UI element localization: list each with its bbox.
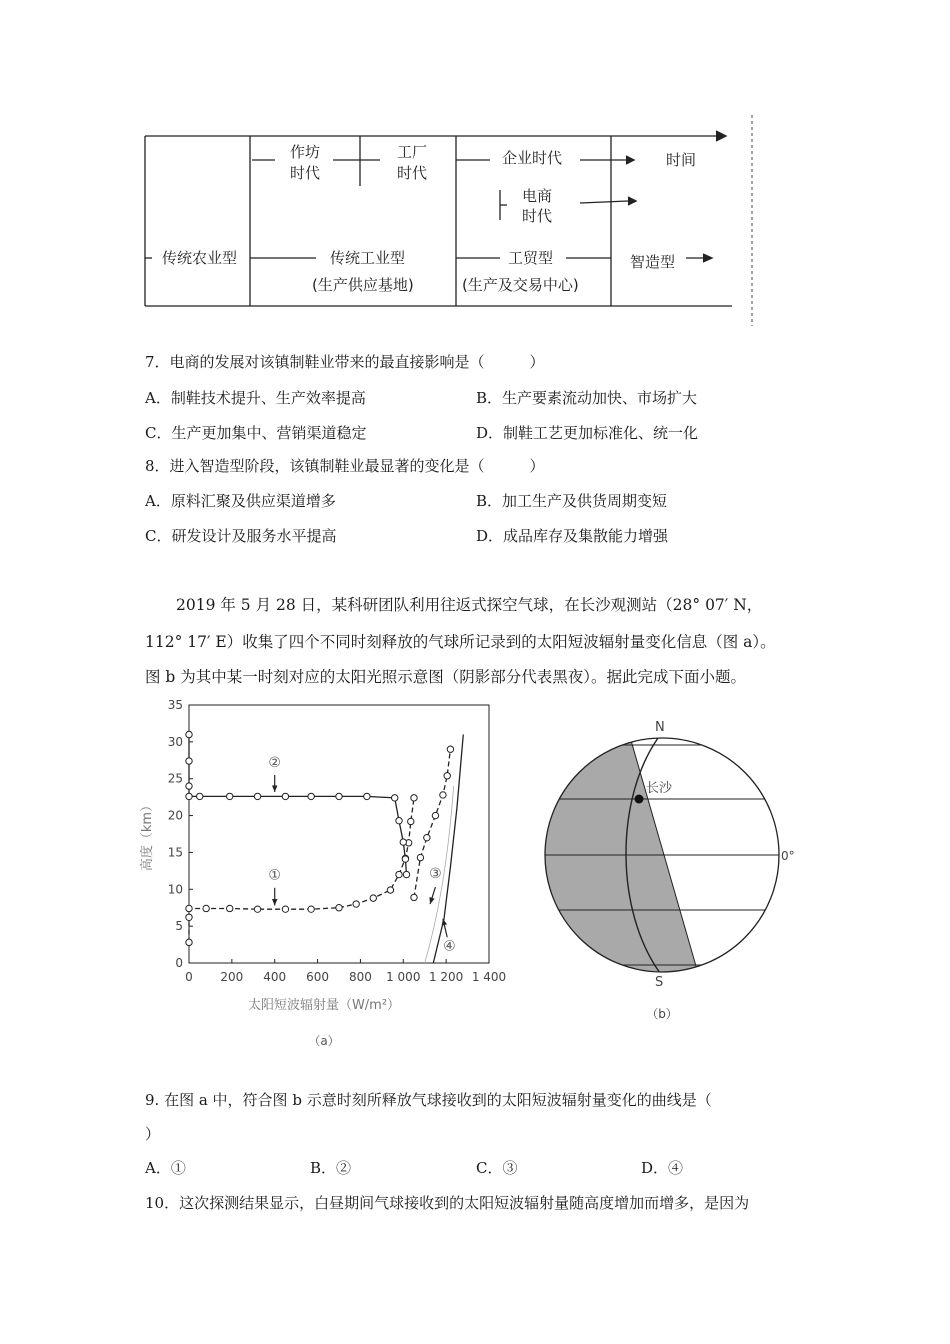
series-label: ① [268,867,281,884]
data-point [432,812,438,818]
data-point [444,773,450,779]
type-traditional-ind: 传统工业型 [330,249,406,267]
y-tick-label: 0 [175,956,183,970]
type-traditional-agri: 传统农业型 [162,249,238,267]
data-point [408,818,414,824]
chart-caption: （a） [308,1034,340,1048]
q9-option-c[interactable]: C．③ [476,1159,518,1177]
north-label: N [655,720,665,735]
era-label-factory-2: 时代 [397,164,428,182]
q8-option-d[interactable]: D．成品库存及集散能力增强 [476,527,669,545]
time-axis-label: 时间 [666,151,697,169]
era-label-ecommerce-2: 时代 [522,207,553,225]
y-tick-label: 20 [167,808,183,823]
series-line [433,735,463,964]
type-industry-trade: 工贸型 [508,249,554,267]
series-label: ③ [429,866,442,883]
q9-option-b[interactable]: B．② [310,1159,352,1177]
q8-option-b[interactable]: B．加工生产及供货周期变短 [476,492,668,510]
era-label-enterprise: 企业时代 [502,149,563,167]
chart-y-axis-label: 高度（km） [140,798,155,872]
q7-stem: 7．电商的发展对该镇制鞋业带来的最直接影响是（ ） [145,353,545,371]
series-arrowhead [429,897,434,904]
data-point [424,834,430,840]
data-point [282,906,288,912]
data-point [186,905,192,911]
data-point [400,839,406,845]
series-arrowhead [272,899,277,905]
data-point [396,818,402,824]
x-tick-label: 200 [220,970,244,984]
q7-option-b[interactable]: B．生产要素流动加快、市场扩大 [476,389,698,407]
q7-option-a[interactable]: A．制鞋技术提升、生产效率提高 [145,389,366,407]
data-point [186,793,192,799]
series-4 [433,735,463,964]
y-tick-label: 10 [167,882,183,897]
x-tick-label: 0 [185,970,193,984]
data-point [186,939,192,945]
series-line [189,735,407,875]
data-point [411,894,417,900]
series-label: ④ [443,938,456,955]
data-point [417,854,423,860]
series-label: ② [268,754,281,771]
chart-x-axis-label: 太阳短波辐射量（W/m²） [247,998,401,1013]
data-point [254,906,260,912]
data-point [387,887,393,893]
data-point [186,731,192,737]
era-label-ecommerce: 电商 [522,187,553,205]
type-traditional-ind-note: (生产供应基地) [312,276,414,294]
era-label-workshop-2: 时代 [290,164,321,182]
y-tick-label: 35 [167,698,183,712]
data-point [370,895,376,901]
series-2 [186,731,410,877]
data-point [336,905,342,911]
q9-option-a[interactable]: A．① [145,1159,186,1177]
radiation-chart-a [130,695,520,1055]
data-point [440,792,446,798]
industry-stage-diagram [0,100,950,335]
data-point [227,793,233,799]
data-point [336,793,342,799]
data-point [186,758,192,764]
data-point [353,901,359,907]
series-1 [186,795,417,946]
changsha-marker [635,795,644,804]
data-point [402,856,408,862]
x-tick-label: 400 [263,970,287,984]
q8-stem: 8．进入智造型阶段，该镇制鞋业最显著的变化是（ ） [145,457,545,475]
data-point [396,871,402,877]
data-point [186,783,192,789]
data-point [227,905,233,911]
x-tick-label: 600 [306,970,330,984]
data-point [364,793,370,799]
q7-option-d[interactable]: D．制鞋工艺更加标准化、统一化 [476,424,699,442]
south-label: S [655,975,664,990]
passage-line-2: 112° 17′ E）收集了四个不同时刻释放的气球所记录到的太阳短波辐射量变化信息（图 a）。 [145,633,776,651]
data-point [392,795,398,801]
data-point [308,906,314,912]
sunlight-globe-b [540,710,810,1030]
data-point [403,871,409,877]
data-point [447,746,453,752]
changsha-label: 长沙 [646,781,673,796]
equator-label: 0° [781,849,795,863]
data-point [186,914,192,920]
x-tick-label: 1 400 [471,970,507,984]
x-tick-label: 1 200 [428,970,464,984]
globe-caption: （b） [646,1007,678,1021]
series-arrowhead [272,786,277,792]
q8-option-c[interactable]: C．研发设计及服务水平提高 [145,527,337,545]
q9-option-d[interactable]: D．④ [641,1159,684,1177]
data-point [197,793,203,799]
era-label-workshop: 作坊 [290,143,321,161]
q8-option-a[interactable]: A．原料汇聚及供应渠道增多 [145,492,336,510]
series-3 [411,746,454,963]
data-point [308,793,314,799]
data-point [282,793,288,799]
passage-line-1: 2019 年 5 月 28 日，某科研团队利用往返式探空气球，在长沙观测站（28° 07′ N， [176,596,763,614]
type-industry-trade-note: (生产及交易中心) [462,276,579,294]
data-point [254,793,260,799]
y-tick-label: 25 [167,771,183,786]
q9-stem: 9. 在图 a 中，符合图 b 示意时刻所释放气球接收到的太阳短波辐射量变化的曲线是（ [145,1091,712,1109]
series-line [189,798,414,943]
type-smart-manufacturing: 智造型 [630,253,676,271]
era-label-factory: 工厂 [397,143,428,161]
y-tick-label: 30 [167,734,183,749]
y-tick-label: 15 [167,845,183,860]
q10-stem: 10．这次探测结果显示，白昼期间气球接收到的太阳短波辐射量随高度增加而增多，是因为 [145,1194,750,1212]
y-tick-label: 5 [175,919,183,934]
x-tick-label: 1 000 [386,970,421,984]
passage-line-3: 图 b 为其中某一时刻对应的太阳光照示意图（阴影部分代表黑夜）。据此完成下面小题。 [145,668,747,686]
x-tick-label: 800 [348,970,372,984]
data-point [411,795,417,801]
q9-stem-end: ） [145,1125,161,1143]
q7-option-c[interactable]: C．生产更加集中、营销渠道稳定 [145,424,367,442]
data-point [203,905,209,911]
